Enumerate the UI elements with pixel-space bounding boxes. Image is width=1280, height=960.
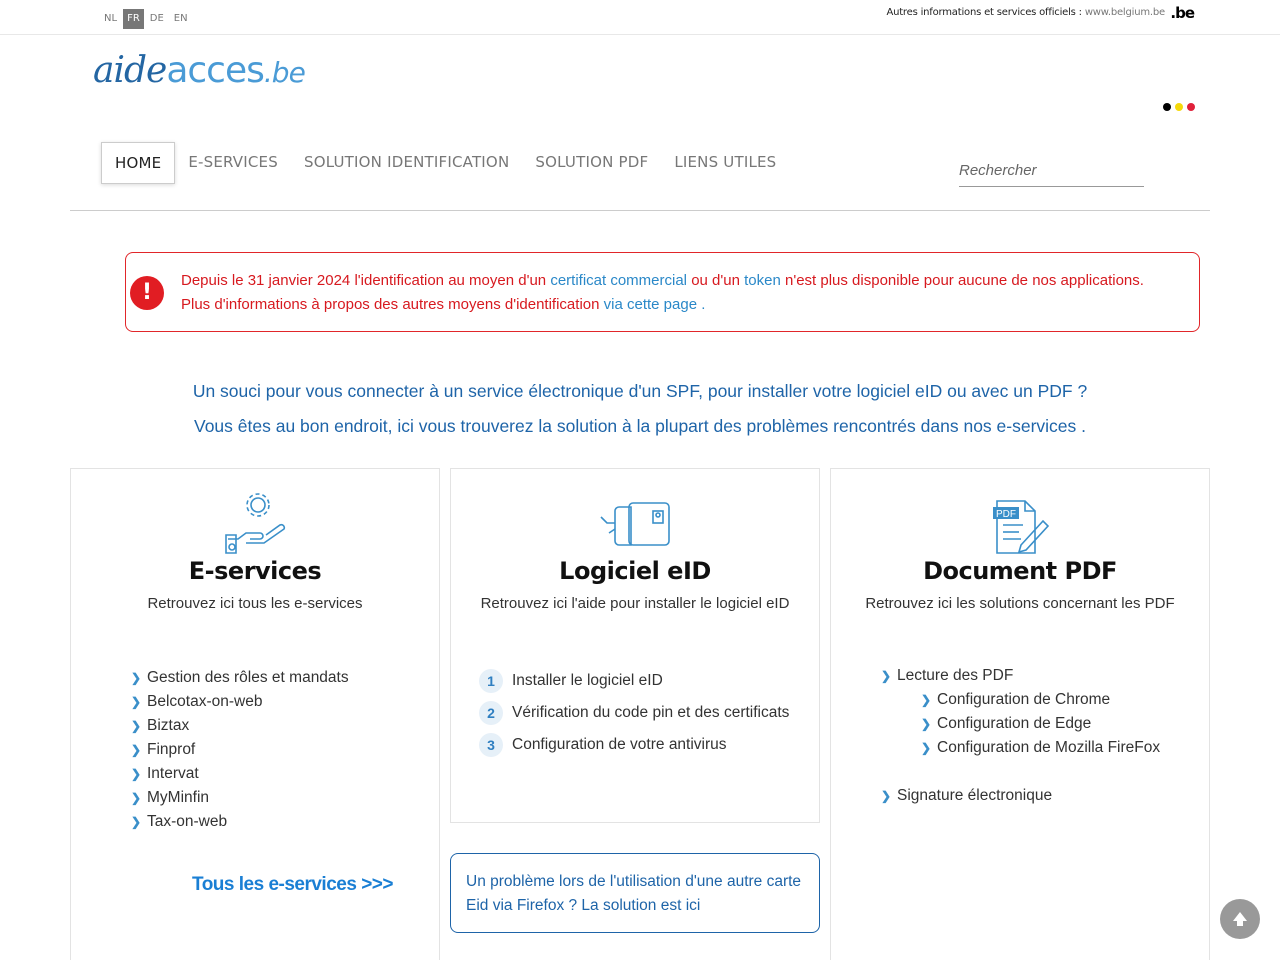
eid-subtitle: Retrouvez ici l'aide pour installer le logiciel eID xyxy=(480,595,790,612)
eid-step-3[interactable] xyxy=(479,729,789,761)
step-number: 1 xyxy=(479,669,503,693)
alert-line2-a: Plus d'informations à propos des autres moyens d'identification xyxy=(181,296,600,313)
pdf-item-edge[interactable] xyxy=(881,712,1160,736)
eservice-label: Finprof xyxy=(147,741,196,758)
pdf-item-lecture[interactable] xyxy=(881,664,1160,688)
nav-solution-pdf[interactable]: SOLUTION PDF xyxy=(535,153,649,171)
top-bar xyxy=(0,0,1280,35)
step-label: Configuration de votre antivirus xyxy=(512,736,727,753)
eservice-label: MyMinfin xyxy=(147,789,210,806)
eid-card xyxy=(450,468,820,823)
eid-title: Logiciel eID xyxy=(559,557,711,585)
chevron-right-icon: ❯ xyxy=(131,671,142,685)
eservice-item-gestion[interactable] xyxy=(131,666,349,690)
pdf-icon-label: PDF xyxy=(996,509,1016,520)
pdf-item-chrome[interactable] xyxy=(881,688,1160,712)
pdf-label: Configuration de Mozilla FireFox xyxy=(937,739,1161,756)
step-label: Vérification du code pin et des certificats xyxy=(512,704,790,721)
chevron-right-icon: ❯ xyxy=(921,693,932,707)
certificat-commercial-link[interactable]: certificat commercial xyxy=(550,272,688,289)
logo-aide: aide xyxy=(93,50,167,91)
via-cette-page-link[interactable]: via cette page xyxy=(603,296,698,313)
chevron-right-icon: ❯ xyxy=(921,717,932,731)
pdf-list xyxy=(881,664,1160,808)
chevron-right-icon: ❯ xyxy=(131,767,142,781)
nav-eservices[interactable]: E-SERVICES xyxy=(188,153,278,171)
chevron-right-icon: ❯ xyxy=(131,719,142,733)
pdf-title: Document PDF xyxy=(923,557,1117,585)
lang-de[interactable]: DE xyxy=(149,13,164,24)
eservice-label: Biztax xyxy=(147,717,190,734)
firefox-help-box[interactable] xyxy=(450,853,820,933)
eservice-item-biztax[interactable] xyxy=(131,714,349,738)
eid-step-2[interactable] xyxy=(479,697,789,729)
step-label: Installer le logiciel eID xyxy=(512,672,663,689)
lang-en[interactable]: EN xyxy=(173,13,188,24)
pdf-item-firefox[interactable] xyxy=(881,736,1160,760)
pdf-label: Signature électronique xyxy=(897,787,1053,804)
alert-line2-b: . xyxy=(701,296,706,313)
be-logo[interactable]: .be xyxy=(1170,4,1194,22)
alert-line1-a: Depuis le 31 janvier 2024 l'identification au moyen d'un xyxy=(181,272,547,289)
site-logo[interactable] xyxy=(93,50,305,91)
eservices-title: E-services xyxy=(188,557,322,585)
eid-step-1[interactable] xyxy=(479,665,789,697)
chevron-right-icon: ❯ xyxy=(131,695,142,709)
eid-steps xyxy=(479,665,789,761)
pdf-subtitle: Retrouvez ici les solutions concernant les PDF xyxy=(865,595,1175,612)
official-info xyxy=(886,7,1165,18)
intro-line-2: Vous êtes au bon endroit, ici vous trouverez la solution à la plupart des problèmes rencontrés dans nos e-services . xyxy=(193,416,1087,436)
eservice-label: Gestion des rôles et mandats xyxy=(147,669,349,686)
alert-box xyxy=(125,252,1200,332)
chevron-right-icon: ❯ xyxy=(921,741,932,755)
step-number: 2 xyxy=(479,701,503,725)
alert-text xyxy=(181,269,1144,317)
nav-liens-utiles[interactable]: LIENS UTILES xyxy=(674,153,777,171)
lang-fr[interactable]: FR xyxy=(123,9,144,29)
firefox-line-1: Un problème lors de l'utilisation d'une autre carte xyxy=(466,873,802,890)
eservice-label: Tax-on-web xyxy=(147,813,228,830)
eservice-label: Intervat xyxy=(147,765,199,782)
chevron-right-icon: ❯ xyxy=(131,743,142,757)
pdf-card xyxy=(830,468,1210,960)
logo-acces: acces xyxy=(166,50,264,91)
chevron-right-icon: ❯ xyxy=(131,791,142,805)
nav-solution-identification[interactable]: SOLUTION IDENTIFICATION xyxy=(303,153,510,171)
flag-dot-red xyxy=(1187,103,1195,111)
eservice-item-intervat[interactable] xyxy=(131,762,349,786)
eservice-item-taxonweb[interactable] xyxy=(131,810,349,834)
alert-line1-c: n'est plus disponible pour aucune de nos applications. xyxy=(784,272,1144,289)
pdf-label: Configuration de Edge xyxy=(937,715,1092,732)
pdf-item-signature[interactable] xyxy=(881,784,1160,808)
search-input[interactable] xyxy=(959,154,1144,187)
eservice-item-finprof[interactable] xyxy=(131,738,349,762)
logo-be: .be xyxy=(263,56,305,89)
alert-line1-b: ou d'un xyxy=(691,272,740,289)
nav-divider xyxy=(70,210,1210,211)
chevron-right-icon: ❯ xyxy=(881,669,892,683)
flag-dot-yellow xyxy=(1175,103,1183,111)
firefox-line-2: Eid via Firefox ? La solution est ici xyxy=(466,897,701,914)
scroll-to-top-button[interactable] xyxy=(1220,899,1260,939)
hand-gear-icon xyxy=(224,491,290,555)
eservices-subtitle: Retrouvez ici tous les e-services xyxy=(147,595,363,612)
pdf-label: Lecture des PDF xyxy=(897,667,1014,684)
token-link[interactable]: token xyxy=(744,272,781,289)
eservice-item-belcotax[interactable] xyxy=(131,690,349,714)
main-nav xyxy=(101,142,789,184)
card-reader-icon xyxy=(599,499,673,549)
nav-home[interactable]: HOME xyxy=(101,142,175,184)
pdf-document-icon xyxy=(991,499,1055,555)
step-number: 3 xyxy=(479,733,503,757)
belgian-flag-dots xyxy=(1163,103,1195,111)
intro-line-1: Un souci pour vous connecter à un service électronique d'un SPF, pour installer votre logiciel eID ou avec un PDF ? xyxy=(192,381,1088,401)
language-switcher xyxy=(100,9,192,29)
chevron-right-icon: ❯ xyxy=(881,789,892,803)
alert-icon: ! xyxy=(130,276,164,310)
flag-dot-black xyxy=(1163,103,1171,111)
eservices-list xyxy=(131,666,349,834)
all-eservices-link[interactable]: Tous les e-services >>> xyxy=(192,874,393,895)
chevron-right-icon: ❯ xyxy=(131,815,142,829)
lang-nl[interactable]: NL xyxy=(104,13,118,24)
official-text: Autres informations et services officiels : xyxy=(886,7,1082,18)
pdf-label: Configuration de Chrome xyxy=(937,691,1111,708)
eservice-label: Belcotax-on-web xyxy=(147,693,263,710)
belgium-link[interactable]: www.belgium.be xyxy=(1084,7,1165,18)
eservice-item-myminfin[interactable] xyxy=(131,786,349,810)
